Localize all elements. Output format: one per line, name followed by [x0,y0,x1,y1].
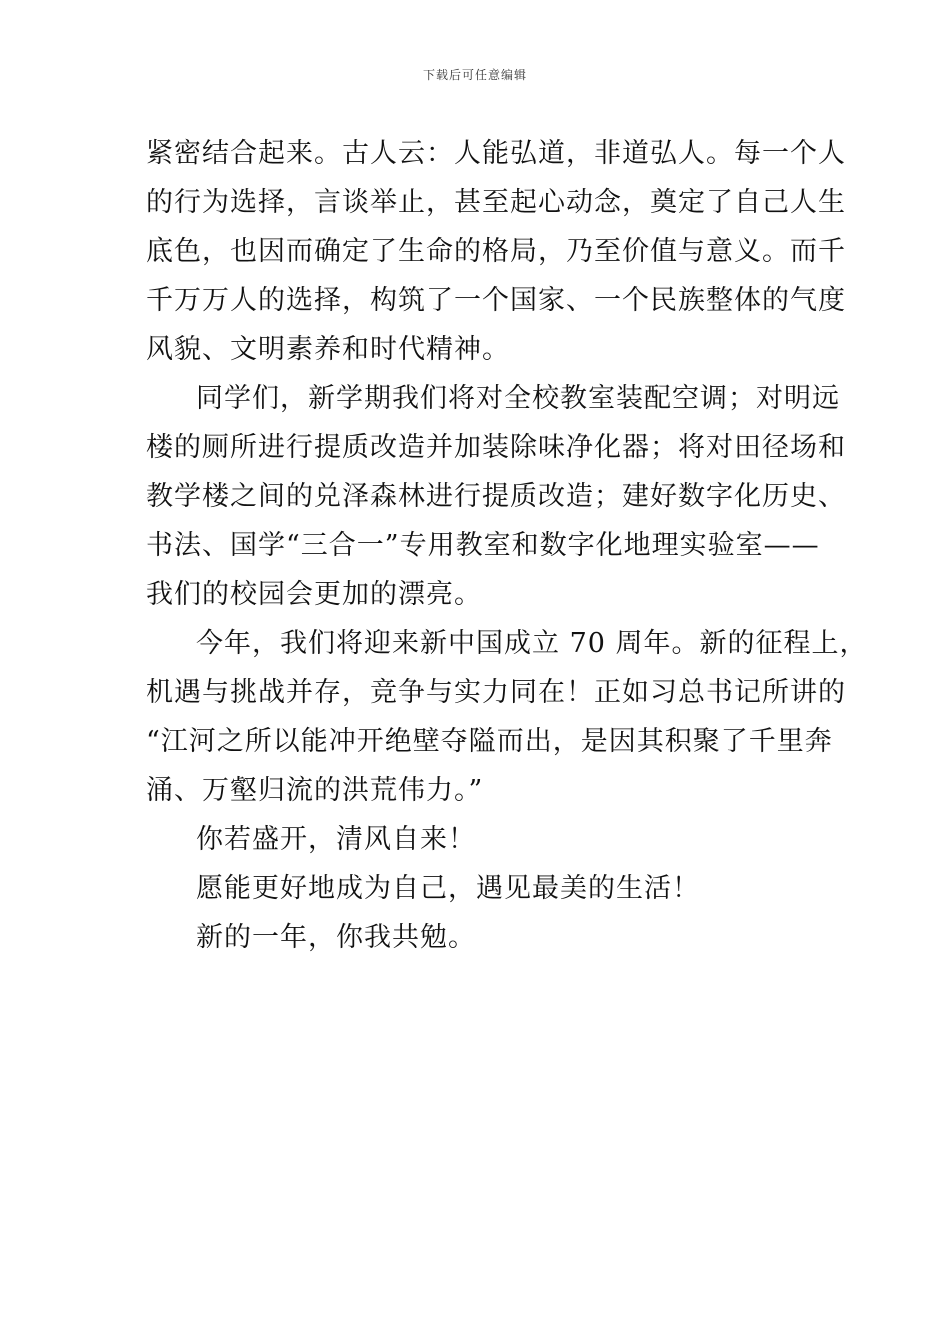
body-text [146,129,868,962]
text-line: 千万万人的选择，构筑了一个国家、一个民族整体的气度 [146,285,846,316]
text-line: 我们的校园会更加的漂亮。 [146,579,482,610]
paragraph-6 [146,913,806,962]
paragraph-3 [146,619,868,815]
text-line: 书法、国学“三合一”专用教室和数字化地理实验室—— [146,530,820,561]
text-line: 机遇与挑战并存，竞争与实力同在！正如习总书记所讲的 [146,677,846,708]
text-line: 今年，我们将迎来新中国成立 70 周年。新的征程上， [196,628,868,659]
paragraph-5 [146,864,806,913]
paragraph-1 [146,129,846,374]
text-line: 楼的厕所进行提质改造并加装除味净化器；将对田径场和 [146,432,846,463]
header-note: 下载后可任意编辑 [422,68,527,82]
text-line: 愿能更好地成为自己，遇见最美的生活！ [196,873,700,904]
text-line: 教学楼之间的兑泽森林进行提质改造；建好数字化历史、 [146,481,846,512]
text-line: 紧密结合起来。古人云：人能弘道，非道弘人。每一个人 [146,138,846,169]
text-line: 风貌、文明素养和时代精神。 [146,334,510,365]
text-line: 的行为选择，言谈举止，甚至起心动念，奠定了自己人生 [146,187,846,218]
text-line: 新的一年，你我共勉。 [196,922,476,953]
paragraph-4 [146,815,806,864]
text-line: 涌、万壑归流的洪荒伟力。” [146,775,484,806]
paragraph-2 [146,374,846,619]
text-line: “江河之所以能冲开绝壁夺隘而出，是因其积聚了千里奔 [146,726,833,757]
text-line: 同学们，新学期我们将对全校教室装配空调；对明远 [196,383,840,414]
text-line: 你若盛开，清风自来！ [196,824,476,855]
text-line: 底色，也因而确定了生命的格局，乃至价值与意义。而千 [146,236,846,267]
